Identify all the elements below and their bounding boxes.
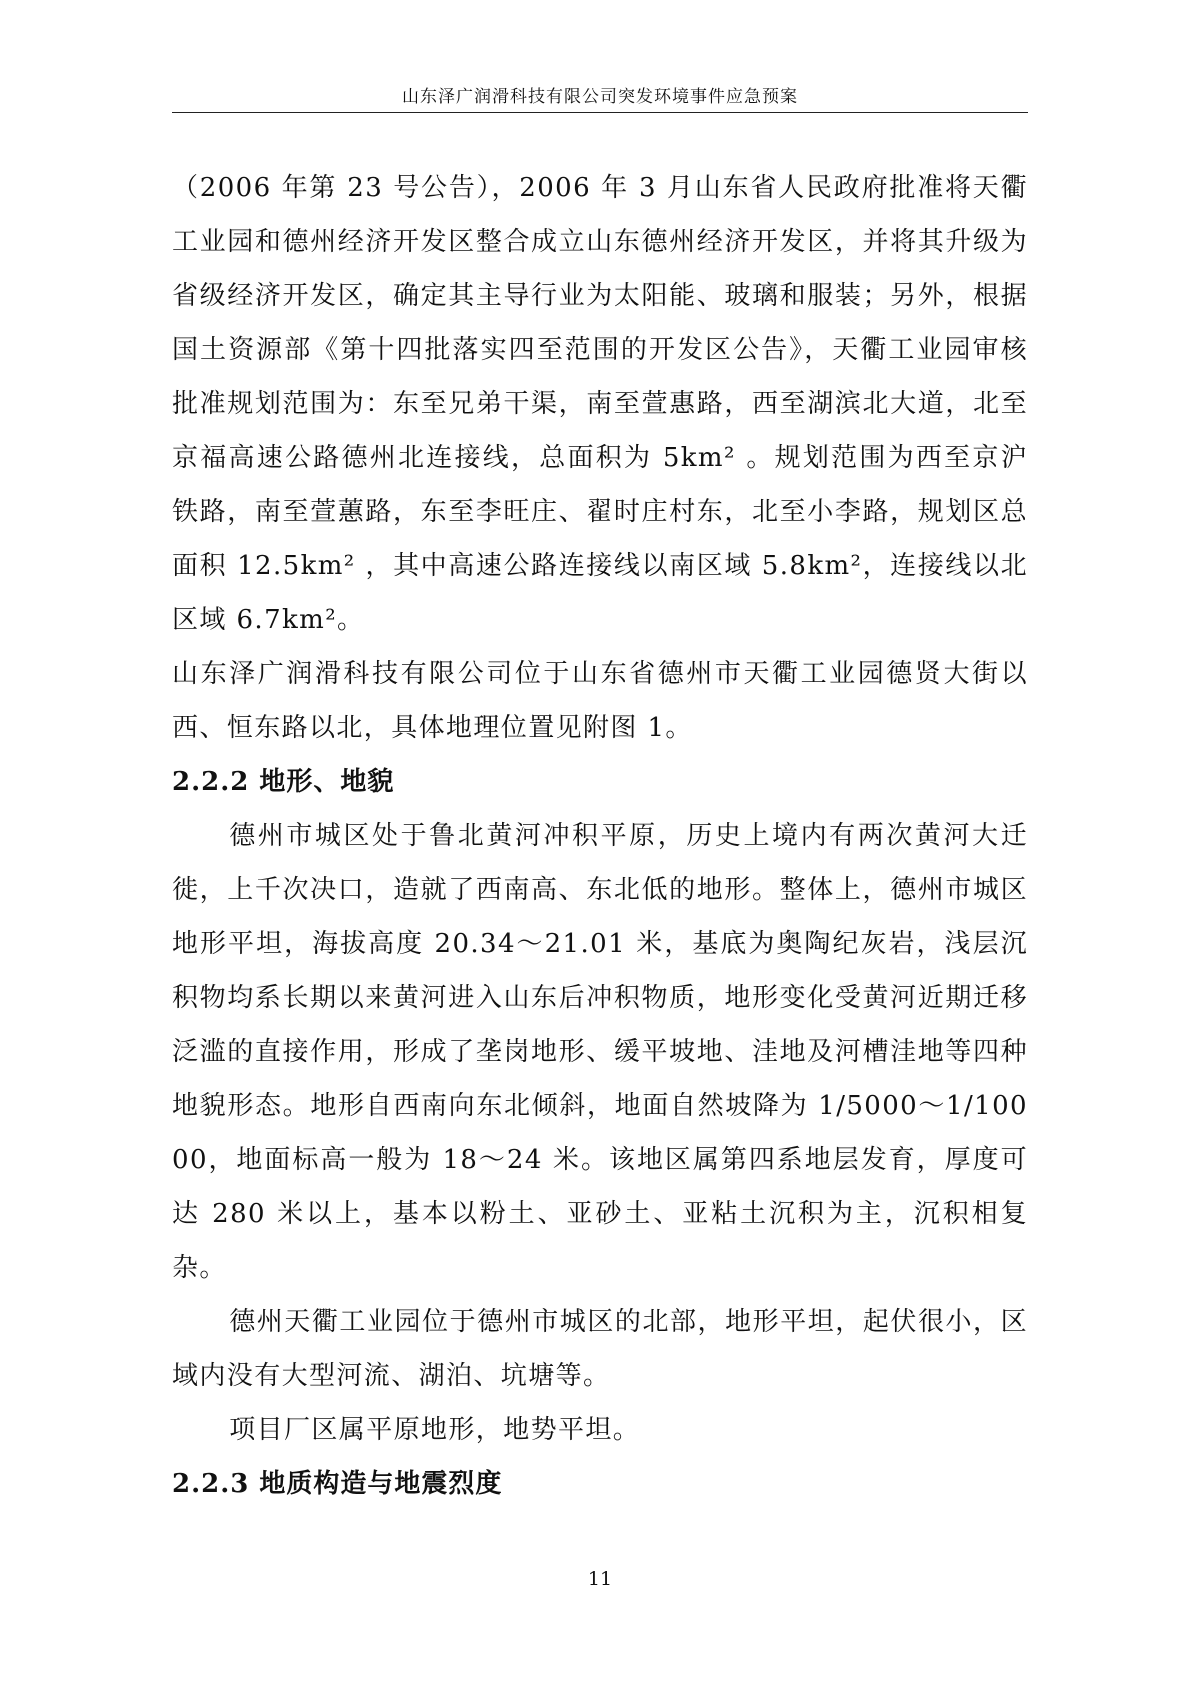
paragraph-industrial-park-terrain: 德州天衢工业园位于德州市城区的北部，地形平坦，起伏很小，区域内没有大型河流、湖泊、坑塘等。 [172,1307,1028,1391]
page-number: 11 [587,1568,613,1590]
paragraph-company-location: 山东泽广润滑科技有限公司位于山东省德州市天衢工业园德贤大街以西、恒东路以北，具体地理位置见附图 1。 [172,659,1028,743]
paragraph-plant-terrain: 项目厂区属平原地形，地势平坦。 [229,1415,641,1445]
section-heading-geology: 2.2.3 地质构造与地震烈度 [172,1469,503,1499]
paragraph-development-zone: （2006 年第 23 号公告），2006 年 3 月山东省人民政府批准将天衢工业园和德州经济开发区整合成立山东德州经济开发区，并将其升级为省级经济开发区，确定其主导行业为太阳能、玻璃和服装；另外，根据国土资源部《第十四批落实四至范围的开发区公告》，天衢工业园审核批准规划范围为：东至兄弟干渠，南至萱惠路，西至湖滨北大道，北至京福高速公路德州北连接线，总面积为 5km² 。规划范围为西至京沪铁路，南至萱蕙路，东至李旺庄、翟时庄村东，北至小李路，规划区总面积 12.5km² ，其中高速公路连接线以南区域 5.8km²，连接线以北区域 6.7km²。 [172,173,1028,635]
paragraph-terrain-description: 德州市城区处于鲁北黄河冲积平原，历史上境内有两次黄河大迁徙，上千次决口，造就了西南高、东北低的地形。整体上，德州市城区地形平坦，海拔高度 20.34～21.01 米，基底为奥陶纪灰岩，浅层沉积物均系长期以来黄河进入山东后冲积物质，地形变化受黄河近期迁移泛滥的直接作用，形成了垄岗地形、缓平坡地、洼地及河槽洼地等四种地貌形态。地形自西南向东北倾斜，地面自然坡降为 1/5000～1/10000，地面标高一般为 18～24 米。该地区属第四系地层发育，厚度可达 280 米以上，基本以粉土、亚砂土、亚粘土沉积为主，沉积相复杂。 [172,821,1028,1283]
section-heading-terrain: 2.2.2 地形、地貌 [172,767,395,797]
document-header: 山东泽广润滑科技有限公司突发环境事件应急预案 [402,87,798,107]
page-body [172,161,1028,1511]
header-rule [172,112,1028,113]
